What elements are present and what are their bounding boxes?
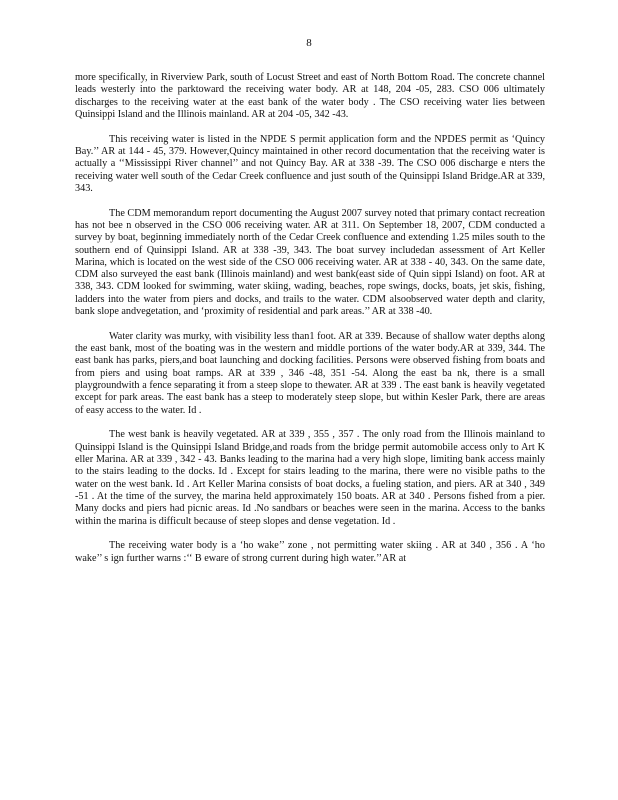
paragraph-2: This receiving water is listed in the NPDE S permit application form and the NPDES permit as ‘Quincy Bay.’’ AR at 144 - 45, 379. However,Quincy maintained in other record documentation that the receiving water is actually a ‘‘Mississippi River channel’’ and not Quincy Bay. AR at 338 -39. The CSO 006 discharge e nters the receiving water well south of the Cedar Creek confluence and just south of the Quinsippi Island Bridge.AR at 339, 343.: [75, 133, 545, 194]
paragraph-1: more specifically, in Riverview Park, south of Locust Street and east of North Bottom Road. The concrete channel leads westerly into the parktoward the receiving water body. AR at 148, 204 -05, 283. CSO 006 ultimately discharges to the receiving water at the east bank of the water body . The CSO receiving water lies between Quinsippi Island and the Illinois mainland. AR at 204 -05, 342 -43.: [75, 72, 545, 120]
paragraph-4: Water clarity was murky, with visibility less than1 foot. AR at 339. Because of shallow water depths along the east bank, most of the boating was in the western and middle portions of the water body.AR at 339, 344. The east bank has parks, piers,and boat launching and docking facilities. Persons were observed fishing from boats and from piers and using boat ramps. AR at 339 , 346 -48, 351 -54. Along the east ba nk, there is a small playgroundwith a fence separating it from a steep slope to thewater. AR at 339 . The east bank is heavily vegetated except for park areas. The east bank has a steep to moderately steep slope, but within Kesler Park, there are areas of easy access to the water. Id .: [75, 330, 545, 416]
paragraph-6: The receiving water body is a ‘ho wake’’ zone , not permitting water skiing . AR at 340 , 356 . A ‘ho wake’’ s ign further warns :‘‘ B eware of strong current during high water.’’AR at: [75, 540, 545, 564]
page-number: 8: [306, 37, 312, 49]
paragraph-5: The west bank is heavily vegetated. AR at 339 , 355 , 357 . The only road from the Illinois mainland to Quinsippi Island is the Quinsippi Island Bridge,and roads from the bridge permit automobile access only to Art K eller Marina. AR at 339 , 342 - 43. Banks leading to the marina had a very high slope, limiting bank access mainly to the stairs leading to the docks. Id . Except for stairs leading to the marina, there were no visible paths to the water on the west bank. Id . Art Keller Marina consists of boat docks, a fueling station, and piers. AR at 340 , 349 -51 . At the time of the survey, the marina held approximately 150 boats. AR at 340 . Persons fished from a pier. Many docks and piers had picnic areas. Id .No sandbars or beaches were seen in the marina. Access to the banks within the marina is difficult because of steep slopes and dense vegetation. Id .: [75, 429, 545, 527]
paragraph-3: The CDM memorandum report documenting the August 2007 survey noted that primary contact recreation has not bee n observed in the CSO 006 receiving water. AR at 311. On September 18, 2007, CDM conducted a survey by boat, beginning immediately north of the Cedar Creek confluence and extending 1.25 miles south to the southern end of Quinsippi Island. AR at 338 -39, 343. The boat survey includedan assessment of Art Keller Marina, which is located on the west side of the CSO 006 receiving water. AR at 338 - 40, 343. On the same date, CDM also surveyed the east bank (Illinois mainland) and west bank(east side of Quin sippi Island) on foot. AR at 338, 343. CDM looked for swimming, water skiing, wading, beaches, rope swings, docks, boats, jet skis, fishing, ladders into the water from piers and docks, and trails to the water. CDM alsoobserved water depth and clarity, bank slope andvegetation, and ‘proximity of residential and park areas.’’ AR at 338 -40.: [75, 207, 545, 318]
document-body: [75, 72, 545, 577]
